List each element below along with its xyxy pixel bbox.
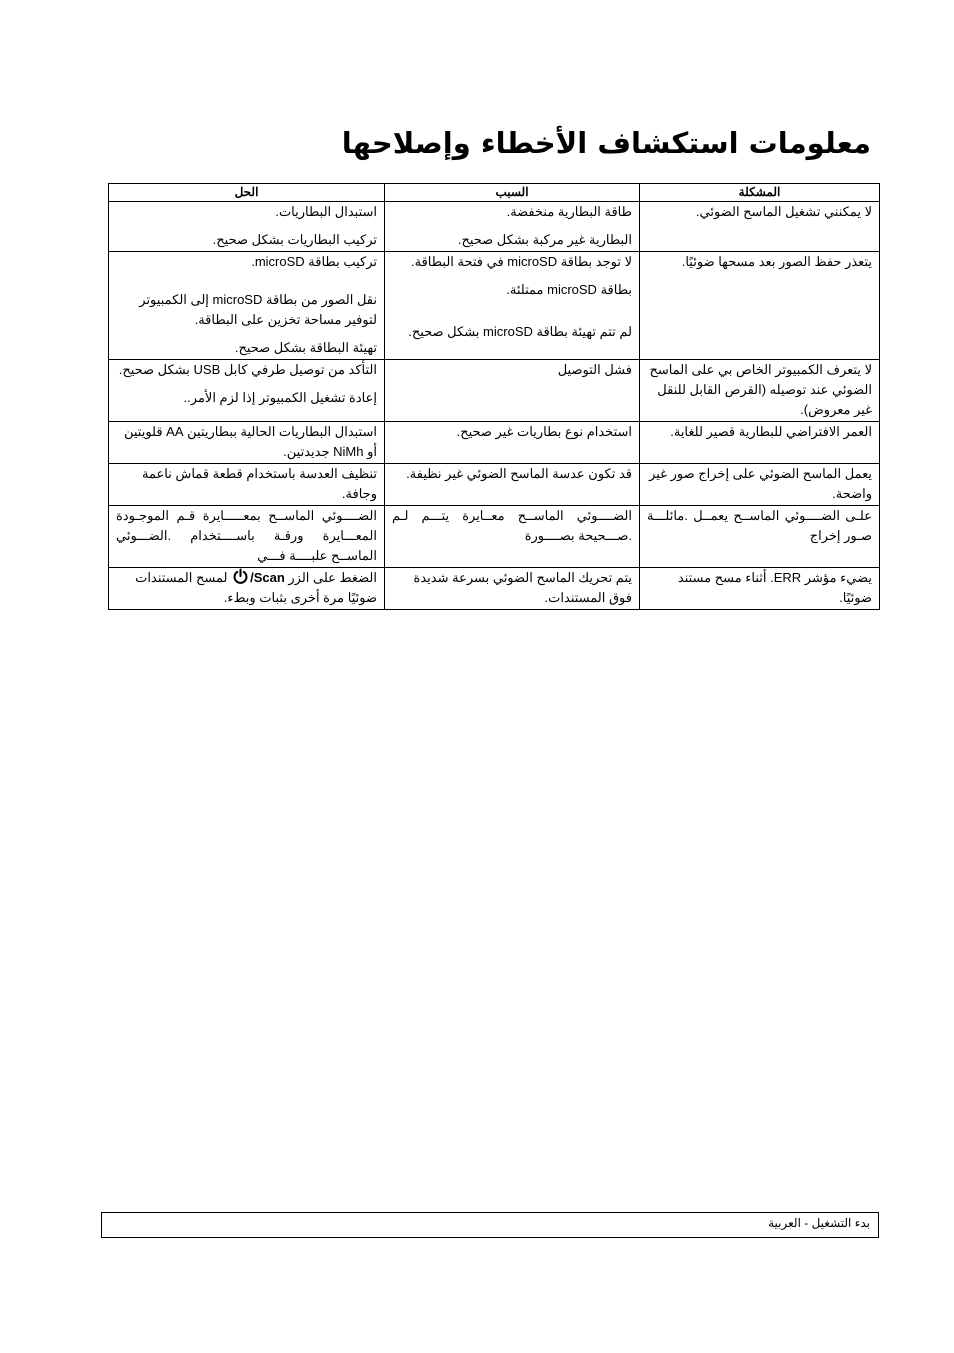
- table-row: [109, 360, 880, 422]
- solution-text: استبدال البطاريات الحالية ببطاريتين AA قلويتين أو NiMh جديدتين.: [123, 424, 377, 459]
- cause-text: قد تكون عدسة الماسح الضوئي غير نظيفة.: [406, 466, 632, 481]
- solution-text: تنظيف العدسة باستخدام قطعة قماش ناعمة وجافة.: [142, 466, 377, 501]
- cause-text: لم تتم تهيئة بطاقة microSD بشكل صحيح.: [408, 324, 632, 339]
- cause-cell: [385, 252, 640, 360]
- solution-text: التأكد من توصيل طرفي كابل USB بشكل صحيح.: [118, 362, 377, 377]
- problem-cell: [640, 202, 880, 252]
- cause-cell: [385, 202, 640, 252]
- problem-cell: [640, 422, 880, 464]
- solution-cell: [109, 568, 385, 610]
- page-title: معلومات استكشاف الأخطاء وإصلاحها: [341, 126, 871, 160]
- table-row: [109, 464, 880, 506]
- problem-cell: [640, 360, 880, 422]
- footer-text: بدء التشغيل - العربية: [768, 1216, 870, 1230]
- cause-cell: [385, 422, 640, 464]
- table-row: [109, 568, 880, 610]
- problem-text: لا يمكنني تشغيل الماسح الضوئي.: [695, 204, 872, 219]
- solution-cell: [109, 202, 385, 252]
- solution-text: تهيئة البطاقة بشكل صحيح.: [234, 340, 377, 355]
- solution-text: الضــــوئي الماســح بمعـــــايرة قـم الموجـودة المعـــايرة ورقـة باســــتخدام .الضـــوئي الماســح علبــــة فـــي: [116, 508, 377, 563]
- solution-text: نقل الصور من بطاقة microSD إلى الكمبيوتر لتوفير مساحة تخزين على البطاقة.: [139, 292, 377, 327]
- cause-cell: [385, 464, 640, 506]
- solution-text: تركيب البطاريات بشكل صحيح.: [212, 232, 377, 247]
- solution-cell: [109, 360, 385, 422]
- problem-text: يعمل الماسح الضوئي على إخراج صور غير واضحة.: [649, 466, 872, 501]
- problem-cell: [640, 568, 880, 610]
- header-solution: الحل: [109, 184, 385, 202]
- header-problem: المشكلة: [640, 184, 880, 202]
- problem-text: علـى الضــــوئي الماســح يعمــل .مائلـــة صـور إخراج: [647, 508, 872, 543]
- cause-text: البطارية غير مركبة بشكل صحيح.: [457, 232, 632, 247]
- cause-cell: [385, 506, 640, 568]
- table-row: [109, 202, 880, 252]
- table-header-row: [109, 184, 880, 202]
- cause-text: بطاقة microSD ممتلئة.: [506, 282, 632, 297]
- troubleshooting-table: [108, 183, 880, 610]
- solution-cell: [109, 422, 385, 464]
- scan-word: /Scan: [250, 570, 285, 585]
- cause-text: لا توجد بطاقة microSD في فتحة البطاقة.: [410, 254, 632, 269]
- solution-text-before: الضغط على الزر: [288, 570, 377, 585]
- problem-text: العمر الافتراضي للبطارية قصير للغاية.: [670, 424, 872, 439]
- solution-text: [116, 568, 377, 608]
- cause-text: فشل التوصيل: [557, 362, 632, 377]
- cause-text: طاقة البطارية منخفضة.: [506, 204, 632, 219]
- problem-text: يتعذر حفظ الصور بعد مسحها ضوئيًا.: [681, 254, 872, 269]
- problem-cell: [640, 252, 880, 360]
- cause-cell: [385, 568, 640, 610]
- problem-cell: [640, 464, 880, 506]
- header-cause: السبب: [385, 184, 640, 202]
- solution-cell: [109, 464, 385, 506]
- table-row: [109, 506, 880, 568]
- cause-text: الضــــوئي الماســح معــايرة يتـــم لـم .صـــحيحة بصــــورة: [392, 508, 632, 543]
- power-icon: [232, 568, 249, 585]
- solution-cell: [109, 252, 385, 360]
- cause-text: يتم تحريك الماسح الضوئي بسرعة شديدة فوق المستندات.: [413, 570, 632, 605]
- table-row: [109, 422, 880, 464]
- problem-cell: [640, 506, 880, 568]
- table-row: [109, 252, 880, 360]
- problem-text: لا يتعرف الكمبيوتر الخاص بي على الماسح الضوئي عند توصيله (القرص القابل للنقل غير معروض).: [649, 362, 872, 417]
- solution-text: تركيب بطاقة microSD.: [251, 254, 377, 269]
- scan-button-label: [231, 570, 285, 585]
- footer: [101, 1212, 879, 1238]
- problem-text: يضيء مؤشر ERR. أثناء مسح مستند ضوئيًا.: [677, 570, 872, 605]
- solution-cell: [109, 506, 385, 568]
- solution-text: استبدال البطاريات.: [275, 204, 377, 219]
- cause-text: استخدام نوع بطاريات غير صحيح.: [456, 424, 632, 439]
- solution-text-after: لمسح المستندات ضوئيًا مرة أخرى بثبات وبطء.: [135, 570, 377, 605]
- solution-text: إعادة تشغيل الكمبيوتر إذا لزم الأمر..: [183, 390, 377, 405]
- cause-cell: [385, 360, 640, 422]
